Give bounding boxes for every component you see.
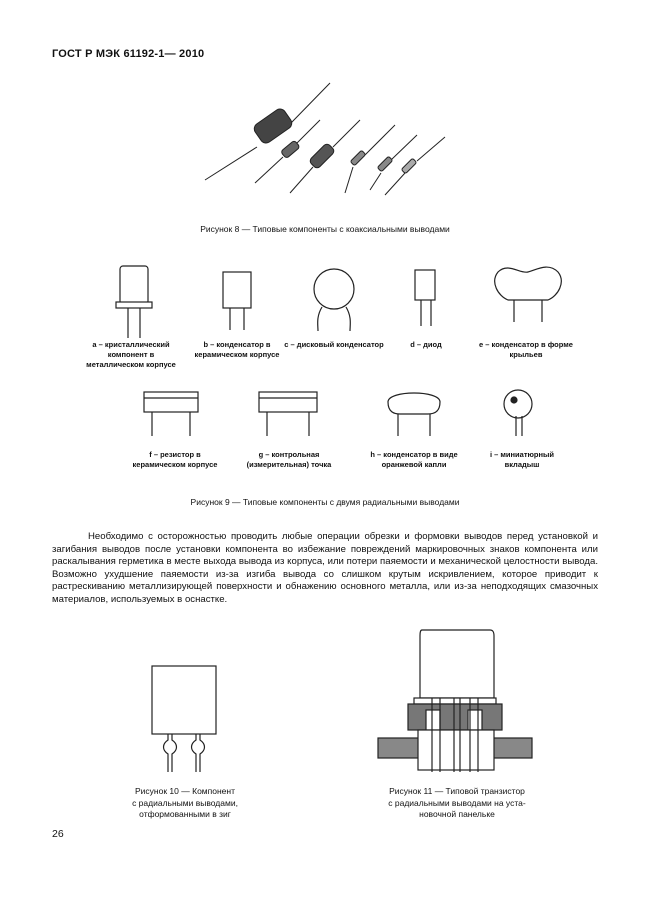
figure-10-caption bbox=[110, 786, 260, 821]
component-d-label: d – диод bbox=[410, 340, 442, 349]
component-f-drawing bbox=[138, 388, 204, 440]
component-b-label: b – конденсатор в керамическом корпусе bbox=[194, 340, 280, 359]
component-a-drawing bbox=[110, 264, 160, 344]
page-number: 26 bbox=[52, 828, 64, 840]
component-h-drawing bbox=[382, 388, 446, 440]
component-e-drawing bbox=[488, 264, 568, 326]
component-i-drawing bbox=[498, 386, 538, 438]
figure-8-axial-components bbox=[195, 75, 455, 195]
component-h-label: h – конденсатор в виде оранжевой капли bbox=[370, 450, 458, 469]
figure-8-caption: Рисунок 8 — Типовые компоненты с коаксиальными выводами bbox=[200, 224, 450, 234]
component-f-label: f – резистор в керамическом корпусе bbox=[132, 450, 218, 469]
body-paragraph bbox=[52, 531, 598, 607]
figure-10-caption-line-3: отформованными в зиг bbox=[139, 809, 231, 819]
component-e-label: e – конденсатор в форме крыльев bbox=[479, 340, 573, 359]
figure-11-caption bbox=[362, 786, 552, 821]
component-d-drawing bbox=[410, 266, 444, 330]
component-a-label: a – кристаллический компонент в металлическом корпусе bbox=[86, 340, 176, 369]
figure-9-caption: Рисунок 9 — Типовые компоненты с двумя радиальными выводами bbox=[190, 497, 460, 507]
figure-10-caption-line-1: Рисунок 10 — Компонент bbox=[135, 786, 235, 796]
body-text: Необходимо с осторожностью проводить любые операции обрезки и формовки выводов перед установкой и загибания выводов после установки компонента во избежание повреждений маркировочных знаков компонента или раскалывания герметика в месте выхода вывода из корпуса, или потери паяемости и механической целостности вывода. Возможно ухудшение паяемости из-за изгиба вывода со слишком крутым искривлением, которое приводит к растрескиванию металлизирующей поверхности и обнажению основного металла, или из-за неподходящих смазочных материалов, используемых в оснастке. bbox=[52, 531, 598, 605]
component-i-label: i – миниатюрный вкладыш bbox=[489, 450, 555, 469]
figure-10-caption-line-2: с радиальными выводами, bbox=[132, 797, 238, 808]
document-header: ГОСТ Р МЭК 61192-1— 2010 bbox=[52, 48, 205, 60]
component-c-label: c – дисковый конденсатор bbox=[284, 340, 384, 349]
component-c-drawing bbox=[308, 265, 362, 335]
figure-11-caption-line-1: Рисунок 11 — Типовой транзистор bbox=[389, 786, 525, 796]
figure-11-caption-line-2: с радиальными выводами на уста- bbox=[388, 797, 526, 808]
component-b-drawing bbox=[218, 270, 258, 335]
component-g-label: g – контрольная (измерительная) точка bbox=[246, 450, 332, 469]
figure-11-caption-line-3: новочной панельке bbox=[419, 809, 495, 819]
figure-11-transistor-socket bbox=[374, 626, 536, 776]
figure-10-component bbox=[148, 662, 220, 774]
component-g-drawing bbox=[255, 388, 325, 440]
